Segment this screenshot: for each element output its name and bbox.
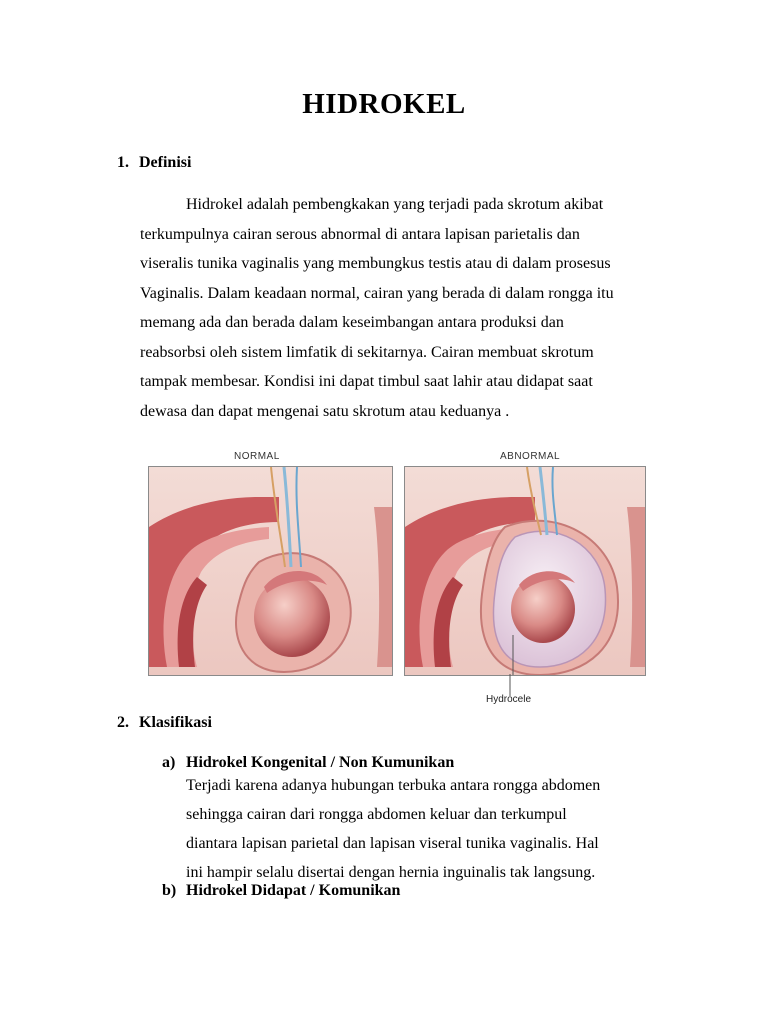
subsection-b-heading [162,882,400,900]
paragraph-line: sehingga cairan dari rongga abdomen keluar dan terkumpul [186,806,567,823]
paragraph-line: Terjadi karena adanya hubungan terbuka antara rongga abdomen [186,777,601,794]
section-title: Klasifikasi [139,714,212,731]
paragraph-line: tampak membesar. Kondisi ini dapat timbul saat lahir atau didapat saat [140,373,593,390]
section-1-heading [117,154,191,172]
abnormal-illustration [404,466,646,676]
subsection-title: Hidrokel Didapat / Komunikan [186,882,401,899]
paragraph-line: dewasa dan dapat mengenai satu skrotum atau keduanya . [140,402,510,420]
paragraph-line: Hidrokel adalah pembengkakan yang terjadi pada skrotum akibat [186,196,604,213]
callout-leader-line [508,674,512,696]
normal-illustration [148,466,393,676]
section-title: Definisi [139,154,192,171]
subsection-label: a) [162,754,176,771]
normal-anatomy-illustration [149,467,392,675]
anatomy-figure [146,448,646,712]
definition-paragraph [140,190,660,426]
hydrocele-callout-label: Hydrocele [486,694,532,705]
abnormal-panel-label: ABNORMAL [500,451,561,462]
paragraph-line: reabsorbsi oleh sistem limfatik di sekitarnya. Cairan membuat skrotum [140,343,594,361]
section-number: 1. [117,154,129,171]
section-number: 2. [117,714,129,731]
subsection-label: b) [162,882,177,899]
paragraph-line: memang ada dan berada dalam keseimbangan antara produksi dan [140,314,564,331]
section-2-heading [117,714,212,732]
paragraph-line: ini hampir selalu disertai dengan hernia inguinalis tak langsung. [186,864,596,881]
abnormal-anatomy-illustration [405,467,645,675]
document-title: HIDROKEL [302,88,466,120]
paragraph-line: viseralis tunika vaginalis yang membungkus testis atau di dalam prosesus [140,255,611,272]
subsection-a-paragraph [186,771,686,887]
subsection-title: Hidrokel Kongenital / Non Kumunikan [186,754,455,771]
paragraph-line: terkumpulnya cairan serous abnormal di antara lapisan parietalis dan [140,225,580,243]
normal-panel-label: NORMAL [234,451,280,462]
subsection-a-heading [162,754,454,772]
paragraph-line: diantara lapisan parietal dan lapisan viseral tunika vaginalis. Hal [186,835,599,852]
paragraph-line: Vaginalis. Dalam keadaan normal, cairan yang berada di dalam rongga itu [140,284,614,302]
